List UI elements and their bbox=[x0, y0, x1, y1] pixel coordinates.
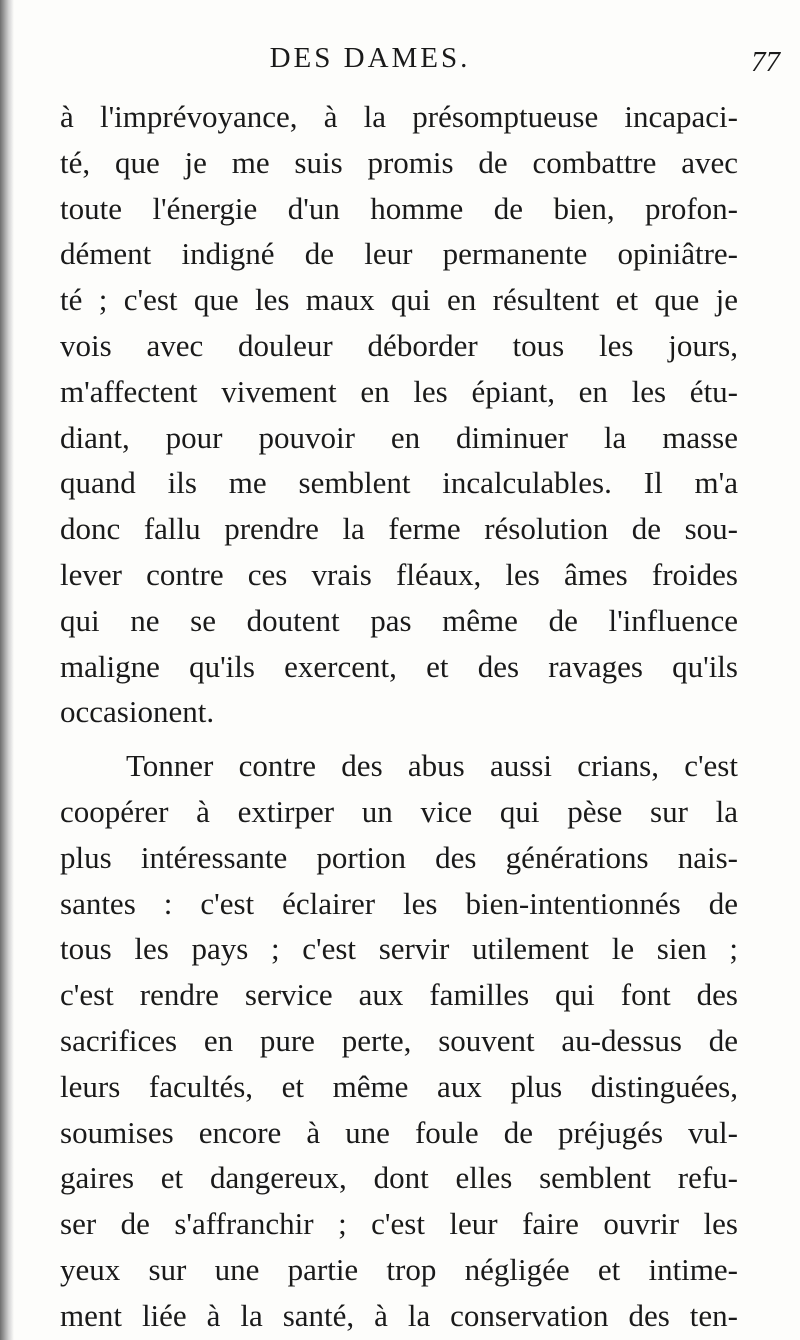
page-edge-shadow bbox=[0, 0, 14, 1340]
text-line: té ; c'est que les maux qui en résultent et que je bbox=[60, 282, 738, 318]
text-line: vois avec douleur déborder tous les jours, bbox=[60, 327, 738, 363]
text-line: plus intéressante portion des générations nais- bbox=[60, 839, 738, 875]
text-line: quand ils me semblent incalculables. Il m'a bbox=[60, 465, 738, 501]
page-number: 77 bbox=[751, 46, 780, 78]
paragraph-1 bbox=[60, 94, 738, 735]
text-line: diant, pour pouvoir en diminuer la masse bbox=[60, 419, 738, 455]
text-line: leurs facultés, et même aux plus distinguées, bbox=[60, 1068, 738, 1104]
text-line: soumises encore à une foule de préjugés vul- bbox=[60, 1114, 738, 1150]
text-line: lever contre ces vrais fléaux, les âmes froides bbox=[60, 556, 738, 592]
text-line: tous les pays ; c'est servir utilement le sien ; bbox=[60, 931, 738, 967]
page-header bbox=[60, 40, 780, 90]
text-line: donc fallu prendre la ferme résolution de sou- bbox=[60, 511, 738, 547]
body-text bbox=[60, 94, 738, 1339]
paragraph-gap bbox=[60, 735, 738, 743]
text-line: ment liée à la santé, à la conservation des ten- bbox=[60, 1297, 738, 1333]
text-line: c'est rendre service aux familles qui font des bbox=[60, 977, 738, 1013]
text-line: coopérer à extirper un vice qui pèse sur la bbox=[60, 793, 738, 829]
text-line: santes : c'est éclairer les bien-intentionnés de bbox=[60, 885, 738, 921]
text-line: à l'imprévoyance, à la présomptueuse incapaci- bbox=[60, 99, 738, 134]
running-head: DES DAMES. bbox=[269, 42, 471, 74]
text-line: sacrifices en pure perte, souvent au-dessus de bbox=[60, 1022, 738, 1058]
text-line: ser de s'affranchir ; c'est leur faire ouvrir les bbox=[60, 1206, 738, 1242]
text-line: gaires et dangereux, dont elles semblent refu- bbox=[60, 1160, 738, 1196]
text-line: maligne qu'ils exercent, et des ravages qu'ils bbox=[60, 648, 738, 684]
paragraph-2 bbox=[60, 743, 738, 1338]
text-line: dément indigné de leur permanente opiniâtre- bbox=[60, 236, 738, 272]
text-line: té, que je me suis promis de combattre avec bbox=[60, 144, 738, 180]
text-line: yeux sur une partie trop négligée et intime- bbox=[60, 1251, 738, 1287]
text-line: toute l'énergie d'un homme de bien, profon- bbox=[60, 190, 738, 226]
text-line: m'affectent vivement en les épiant, en les étu- bbox=[60, 373, 738, 409]
text-line: Tonner contre des abus aussi crians, c'est bbox=[126, 748, 738, 784]
text-line: qui ne se doutent pas même de l'influence bbox=[60, 602, 738, 638]
text-line: occasionent. bbox=[60, 694, 215, 730]
